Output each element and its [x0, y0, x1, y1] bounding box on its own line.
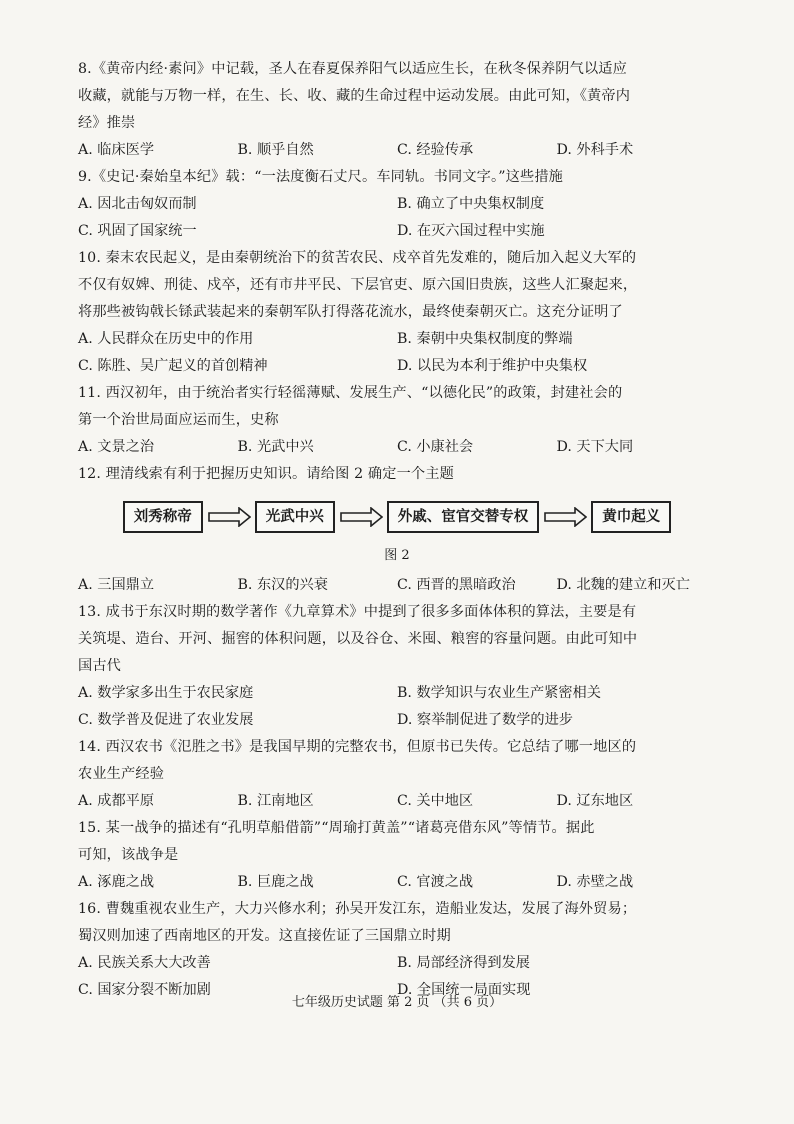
question-text-line: 经》推崇 [78, 115, 136, 131]
question-text-line: 13. 成书于东汉时期的数学著作《九章算术》中提到了很多多面体体积的算法，主要是有 [78, 604, 637, 620]
option-c: C. 国家分裂不断加剧 [78, 982, 211, 998]
options-row [78, 950, 716, 977]
option-c: C. 陈胜、吴广起义的首创精神 [78, 358, 268, 374]
options-row [78, 353, 716, 380]
question-14 [78, 734, 716, 815]
arrow-right-icon [543, 507, 587, 527]
option-c: C. 数学普及促进了农业发展 [78, 712, 254, 728]
options-row [78, 788, 716, 815]
option-c: C. 官渡之战 [397, 874, 474, 890]
option-d: D. 辽东地区 [556, 793, 634, 809]
question-10 [78, 245, 716, 380]
arrow-right-icon [207, 507, 251, 527]
options-row [78, 707, 716, 734]
page-footer: 七年级历史试题 第 2 页 （共 6 页） [291, 995, 503, 1010]
arrow-right-icon [339, 507, 383, 527]
figure-2-flowchart [78, 500, 716, 534]
option-b: B. 确立了中央集权制度 [397, 196, 545, 212]
option-a: A. 民族关系大大改善 [78, 955, 211, 971]
question-text-line: 8.《黄帝内经·素问》中记载，圣人在春夏保养阳气以适应生长，在秋冬保养阴气以适应 [78, 61, 627, 77]
question-text-line: 蜀汉则加速了西南地区的开发。这直接佐证了三国鼎立时期 [78, 928, 451, 944]
question-8 [78, 56, 716, 164]
option-b: B. 江南地区 [237, 793, 314, 809]
question-12 [78, 461, 716, 599]
option-c: C. 关中地区 [397, 793, 474, 809]
question-text-line: 不仅有奴婢、刑徒、戍卒，还有市井平民、下层官吏、原六国旧贵族，这些人汇聚起来， [78, 277, 638, 293]
question-text-line: 农业生产经验 [78, 766, 165, 782]
option-a: A. 三国鼎立 [78, 577, 155, 593]
options-row [78, 218, 716, 245]
option-c: C. 西晋的黑暗政治 [397, 577, 516, 593]
option-d: D. 以民为本利于维护中央集权 [397, 358, 588, 374]
option-b: B. 秦朝中央集权制度的弊端 [397, 331, 573, 347]
question-11 [78, 380, 716, 461]
question-text-line: 关筑堤、造台、开河、掘窖的体积问题，以及谷仓、米囤、粮窖的容量问题。由此可知中 [78, 631, 638, 647]
question-text-line: 国古代 [78, 658, 122, 674]
options-row [78, 869, 716, 896]
option-c: C. 巩固了国家统一 [78, 223, 197, 239]
option-b: B. 数学知识与农业生产紧密相关 [397, 685, 601, 701]
flow-box-waiqi: 外戚、宦官交替专权 [387, 501, 540, 533]
option-d: D. 天下大同 [556, 439, 634, 455]
question-16 [78, 896, 716, 1004]
question-text-line: 14. 西汉农书《氾胜之书》是我国早期的完整农书，但原书已失传。它总结了哪一地区的 [78, 739, 637, 755]
option-b: B. 东汉的兴衰 [237, 577, 328, 593]
question-text-line: 收藏，就能与万物一样，在生、长、收、藏的生命过程中运动发展。由此可知，《黄帝内 [78, 88, 631, 104]
question-text-line: 12. 理清线索有利于把握历史知识。请给图 2 确定一个主题 [78, 466, 454, 482]
flow-box-huangjin: 黄巾起义 [591, 501, 671, 533]
options-row [78, 326, 716, 353]
options-row [78, 191, 716, 218]
option-c: C. 经验传承 [397, 142, 474, 158]
options-row [78, 572, 716, 599]
question-text-line: 15. 某一战争的描述有“孔明草船借箭”“周瑜打黄盖”“诸葛亮借东风”等情节。据此 [78, 820, 595, 836]
option-d: D. 全国统一局面实现 [397, 982, 531, 998]
option-c: C. 小康社会 [397, 439, 474, 455]
flow-box-guangwu: 光武中兴 [255, 501, 335, 533]
options-row [78, 680, 716, 707]
options-row [78, 434, 716, 461]
option-d: D. 在灭六国过程中实施 [397, 223, 545, 239]
question-text-line: 16. 曹魏重视农业生产，大力兴修水利；孙吴开发江东，造船业发达，发展了海外贸易； [78, 901, 637, 917]
question-13 [78, 599, 716, 734]
option-a: A. 文景之治 [78, 439, 155, 455]
option-b: B. 顺乎自然 [237, 142, 314, 158]
option-a: A. 因北击匈奴而制 [78, 196, 197, 212]
question-text-line: 9.《史记·秦始皇本纪》载：“一法度衡石丈尺。车同轨。书同文字。”这些措施 [78, 169, 564, 185]
question-text-line: 第一个治世局面应运而生，史称 [78, 412, 279, 428]
option-a: A. 涿鹿之战 [78, 874, 155, 890]
question-text-line: 将那些被钩戟长铩武装起来的秦朝军队打得落花流水，最终使秦朝灭亡。这充分证明了 [78, 304, 623, 320]
question-9 [78, 164, 716, 245]
option-b: B. 光武中兴 [237, 439, 314, 455]
question-text-line: 可知，该战争是 [78, 847, 179, 863]
options-row [78, 137, 716, 164]
option-a: A. 人民群众在历史中的作用 [78, 331, 254, 347]
option-a: A. 数学家多出生于农民家庭 [78, 685, 254, 701]
option-d: D. 北魏的建立和灭亡 [556, 577, 690, 593]
question-15 [78, 815, 716, 896]
question-text-line: 10. 秦末农民起义，是由秦朝统治下的贫苦农民、戍卒首先发难的，随后加入起义大军的 [78, 250, 637, 266]
option-d: D. 赤壁之战 [556, 874, 634, 890]
option-a: A. 临床医学 [78, 142, 155, 158]
question-text-line: 11. 西汉初年，由于统治者实行轻徭薄赋、发展生产、“以德化民”的政策，封建社会的 [78, 385, 623, 401]
option-d: D. 察举制促进了数学的进步 [397, 712, 573, 728]
option-b: B. 局部经济得到发展 [397, 955, 530, 971]
figure-caption: 图 2 [384, 548, 410, 563]
option-a: A. 成都平原 [78, 793, 155, 809]
flow-box-liu-xiu: 刘秀称帝 [123, 501, 203, 533]
option-d: D. 外科手术 [556, 142, 634, 158]
option-b: B. 巨鹿之战 [237, 874, 314, 890]
